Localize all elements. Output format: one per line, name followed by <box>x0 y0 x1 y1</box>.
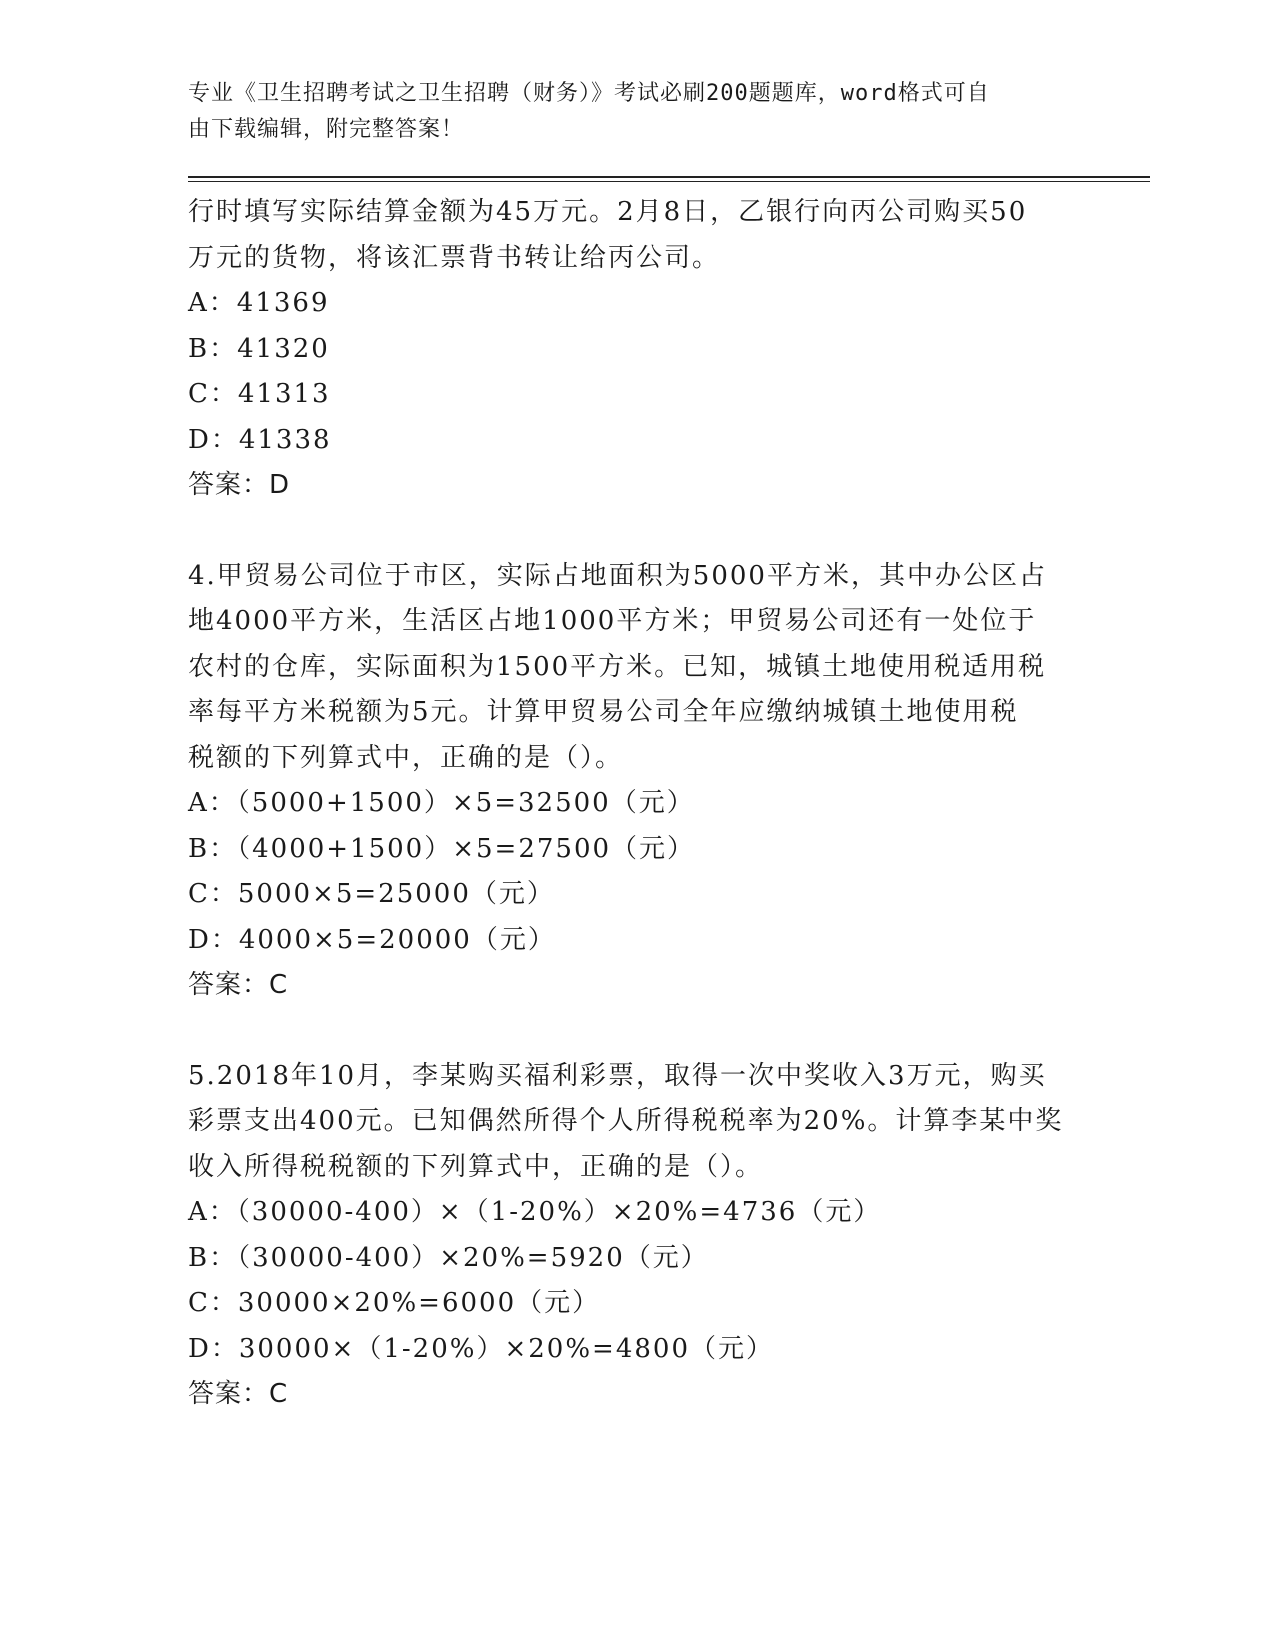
question-4-block <box>188 554 1088 1009</box>
question-stem-line: 5.2018年10月，李某购买福利彩票，取得一次中奖收入3万元，购买 <box>188 1060 1047 1091</box>
header-line-2: 由下载编辑，附完整答案！ <box>188 117 465 142</box>
option-c: C：30000×20%=6000（元） <box>188 1288 601 1318</box>
answer-line: 答案：C <box>188 970 289 1000</box>
option-d: D：41338 <box>188 424 332 455</box>
question-stem-line: 税额的下列算式中，正确的是（）。 <box>188 742 624 773</box>
answer-line: 答案：D <box>188 470 291 500</box>
option-c: C：41313 <box>188 379 331 409</box>
answer-line: 答案：C <box>188 1379 289 1409</box>
option-d: D：30000×（1-20%）×20%=4800（元） <box>188 1333 774 1364</box>
option-a: A：（5000+1500）×5=32500（元） <box>188 788 695 818</box>
question-3-block <box>188 190 1088 509</box>
option-b: B：（4000+1500）×5=27500（元） <box>188 833 696 864</box>
option-a: A：（30000-400）×（1-20%）×20%=4736（元） <box>188 1197 882 1227</box>
option-c: C：5000×5=25000（元） <box>188 879 555 909</box>
header-line-1: 专业《卫生招聘考试之卫生招聘（财务）》考试必刷200题题库，word格式可自 <box>188 81 990 106</box>
question-stem-line: 4.甲贸易公司位于市区，实际占地面积为5000平方米，其中办公区占 <box>188 560 1047 591</box>
option-d: D：4000×5=20000（元） <box>188 924 556 955</box>
spacer <box>188 1009 1088 1054</box>
question-5-block <box>188 1054 1088 1418</box>
question-stem-line: 行时填写实际结算金额为45万元。2月8日，乙银行向丙公司购买50 <box>188 197 1028 227</box>
header-divider-thin <box>188 181 1150 182</box>
document-body <box>188 190 1088 1418</box>
spacer <box>188 509 1088 554</box>
question-stem-line: 率每平方米税额为5元。计算甲贸易公司全年应缴纳城镇土地使用税 <box>188 697 1019 727</box>
question-stem-line: 地4000平方米，生活区占地1000平方米；甲贸易公司还有一处位于 <box>188 606 1037 636</box>
question-stem-line: 万元的货物，将该汇票背书转让给丙公司。 <box>188 242 721 273</box>
option-b: B：（30000-400）×20%=5920（元） <box>188 1242 709 1273</box>
option-a: A：41369 <box>188 288 330 318</box>
header-divider-thick <box>188 176 1150 178</box>
question-stem-line: 彩票支出400元。已知偶然所得个人所得税税率为20%。计算李某中奖 <box>188 1106 1064 1136</box>
option-b: B：41320 <box>188 333 330 364</box>
document-header <box>188 76 1068 148</box>
question-stem-line: 农村的仓库，实际面积为1500平方米。已知，城镇土地使用税适用税 <box>188 651 1047 682</box>
question-stem-line: 收入所得税税额的下列算式中，正确的是（）。 <box>188 1151 764 1182</box>
